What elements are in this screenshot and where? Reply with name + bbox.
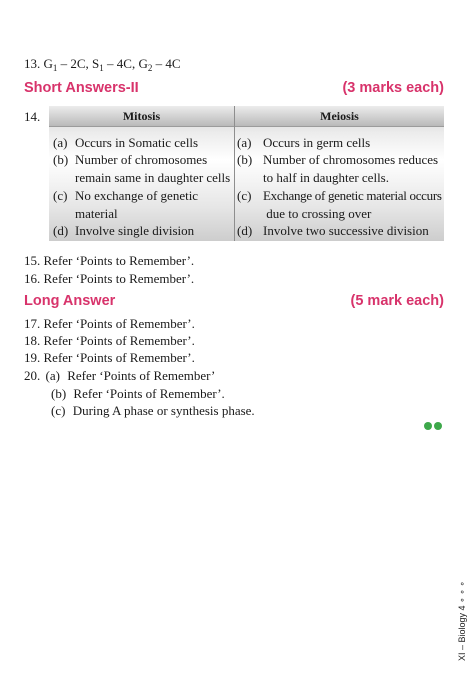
end-dot-icon xyxy=(434,422,442,430)
question-18 xyxy=(24,332,195,349)
subscript: 2 xyxy=(147,63,153,73)
row-text: Involve single division xyxy=(75,223,195,238)
row-label: (d) xyxy=(237,223,253,238)
question-13 xyxy=(24,55,181,72)
answer-text: Refer ‘Points of Remember’. xyxy=(73,386,225,401)
row-label: (c) xyxy=(237,188,252,203)
question-19 xyxy=(24,349,195,366)
question-number: 17. xyxy=(24,316,41,331)
section-heading-long-answer: Long Answer xyxy=(24,293,116,309)
answer-text: Refer ‘Points of Remember’. xyxy=(43,316,195,331)
row-label: (b) xyxy=(237,152,253,167)
row-label: (a) xyxy=(237,135,252,150)
question-17 xyxy=(24,315,195,332)
question-16 xyxy=(24,270,194,287)
row-text: material xyxy=(75,206,118,221)
row-text: remain same in daughter cells xyxy=(75,170,231,185)
question-number: 15. xyxy=(24,253,41,268)
answer-text: During A phase or synthesis phase. xyxy=(72,403,255,418)
answer-text: Refer ‘Points of Remember’ xyxy=(67,368,216,383)
g1-label: G xyxy=(43,56,53,71)
row-label: (b) xyxy=(53,152,69,167)
sub-label: (b) xyxy=(51,386,67,401)
subscript: 1 xyxy=(99,63,104,73)
row-text: Number of chromosomes reduces xyxy=(263,152,439,167)
row-text: to half in daughter cells. xyxy=(263,170,389,185)
question-15 xyxy=(24,252,194,269)
answer-text: Refer ‘Points to Remember’. xyxy=(43,271,195,286)
footer-text: XI – Biology 4 ∘ ∘ ∘ xyxy=(457,581,467,661)
row-label: (a) xyxy=(53,135,68,150)
answer-text: – 4C, G xyxy=(103,56,148,71)
row-text: Occurs in Somatic cells xyxy=(75,135,199,150)
question-20-b xyxy=(51,385,225,402)
answer-text: Refer ‘Points of Remember’. xyxy=(43,350,195,365)
table-header xyxy=(49,106,444,127)
header-meiosis: Meiosis xyxy=(320,109,359,123)
answer-text: Refer ‘Points of Remember’. xyxy=(43,333,195,348)
row-text: Involve two successive division xyxy=(263,223,429,238)
question-20-a xyxy=(24,367,215,384)
row-label: (c) xyxy=(53,188,68,203)
column-divider xyxy=(234,106,235,241)
question-number: 13. xyxy=(24,56,41,71)
page-footer-sidebar xyxy=(450,567,470,677)
question-number: 20. xyxy=(24,368,41,383)
question-number: 19. xyxy=(24,350,41,365)
answer-text: – 2C, S xyxy=(57,56,100,71)
sub-label: (c) xyxy=(51,403,66,418)
question-number: 16. xyxy=(24,271,41,286)
answer-text: Refer ‘Points to Remember’. xyxy=(43,253,195,268)
subscript: 1 xyxy=(52,63,58,73)
section-marks-long-answer: (5 mark each) xyxy=(350,293,444,309)
header-mitosis: Mitosis xyxy=(122,109,161,123)
sub-label: (a) xyxy=(45,368,60,383)
row-text: Number of chromosomes xyxy=(75,152,208,167)
answer-text: – 4C xyxy=(152,56,181,71)
row-text: Exchange of genetic material occurs xyxy=(263,188,442,203)
question-20-c xyxy=(51,402,255,419)
question-number: 14. xyxy=(24,109,41,124)
section-marks-short-answers: (3 marks each) xyxy=(342,80,444,96)
row-text: No exchange of genetic xyxy=(75,188,199,203)
question-number: 18. xyxy=(24,333,41,348)
comparison-table xyxy=(49,106,444,241)
row-text: Occurs in germ cells xyxy=(263,135,371,150)
end-dot-icon xyxy=(424,422,432,430)
row-text: due to crossing over xyxy=(263,206,372,221)
row-label: (d) xyxy=(53,223,69,238)
section-heading-short-answers: Short Answers-II xyxy=(24,80,139,96)
